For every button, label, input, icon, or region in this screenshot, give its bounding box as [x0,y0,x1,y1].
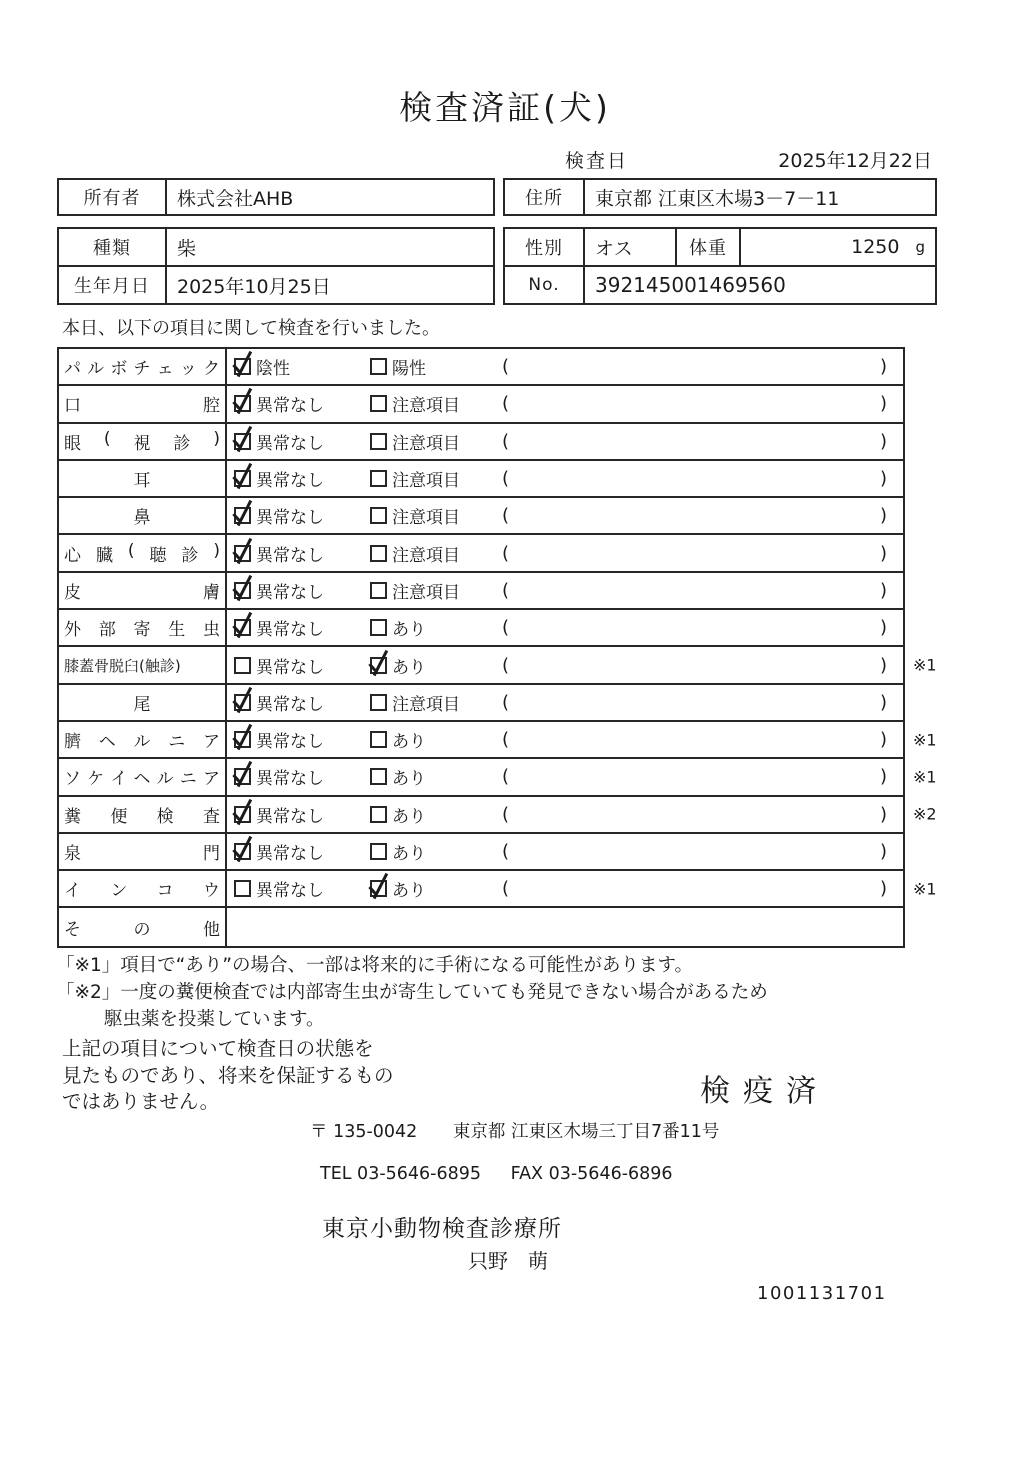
checkbox-icon [370,545,387,562]
clinic-tel: TEL 03-5646-6895 [320,1164,482,1184]
checkbox-checked-icon [370,657,387,674]
row-label: 心 臓 ( 聴 診 ) [59,535,227,570]
row-content [227,685,903,720]
option-normal [234,727,370,752]
remark-paren-open: ( [502,468,510,490]
checkbox-checked-icon [234,507,251,524]
address-label: 住所 [505,180,585,214]
option-normal [234,429,370,454]
row-label: 皮 膚 [59,573,227,608]
checkbox-checked-icon [234,731,251,748]
option-label: あり [392,620,426,641]
remark-paren-open: ( [502,841,510,862]
option-label: 異常なし [256,844,324,864]
disclaimer-text [62,1036,394,1116]
option-attention [370,391,502,416]
row-content [227,647,903,682]
option-present [370,839,502,864]
checkbox-icon [370,507,387,524]
row-label: 泉 門 [59,834,227,869]
remark-paren-open: ( [502,505,510,527]
checklist-row-other [59,908,903,945]
option-label: 注意項目 [392,508,460,529]
row-label: 臍 ヘ ル ニ ア [59,722,227,757]
remark-paren-close: ) [879,654,887,676]
remark-paren-close: ) [879,393,887,415]
checklist-row-heart [59,535,903,572]
row-footnote-mark: ※1 [913,655,937,675]
option-attention [370,466,502,491]
row-content [227,424,903,459]
document-number: 1001131701 [757,1283,887,1304]
address-box [503,178,937,216]
option-label: 異常なし [256,881,324,902]
remark-paren-close: ) [879,803,887,825]
weight-label: 体重 [677,229,741,265]
option-label: あり [392,657,426,678]
row-label: 口 腔 [59,386,227,421]
breed-label: 種類 [59,229,167,265]
checklist-row-ears [59,461,903,498]
checklist-row-eyes [59,424,903,461]
checkbox-icon [370,395,387,412]
inspection-date-label: 検査日 [565,150,629,172]
row-content [227,797,903,832]
inspection-date-value: 2025年12月22日 [778,150,932,172]
checkbox-icon [234,657,251,674]
option-label: 陰性 [256,359,290,380]
checklist-table [57,347,937,948]
row-label: 眼 ( 視 診 ) [59,424,227,459]
checkbox-checked-icon [234,843,251,860]
row-footnote-mark: ※2 [913,804,937,824]
footnote-2-continued: 駆虫薬を投薬しています。 [104,1009,325,1030]
option-positive [370,354,502,379]
row-label: イ ン コ ウ [59,871,227,906]
option-normal [234,690,370,715]
checkbox-checked-icon [234,582,251,599]
row-content [227,871,903,906]
remark-paren-open: ( [502,617,510,639]
row-label: パ ル ボ チ ェ ッ ク [59,349,227,384]
checkbox-icon [370,470,387,487]
row-content [227,535,903,570]
option-label: 注意項目 [392,694,460,715]
disclaimer-line: 見たものであり、将来を保証するもの [62,1063,394,1087]
option-label: あり [392,732,426,753]
option-label: あり [392,806,426,827]
option-label: 注意項目 [392,433,460,454]
checklist-row-nose [59,498,903,535]
option-normal [234,391,370,416]
option-attention [370,541,502,566]
birth-value: 2025年10月25日 [177,275,331,298]
option-normal [234,653,370,678]
option-normal [234,541,370,566]
checkbox-icon [370,582,387,599]
option-present [370,876,502,901]
row-label: 糞 便 検 査 [59,797,227,832]
no-label: No. [505,267,585,303]
option-label: 注意項目 [392,545,460,566]
option-label: 陽性 [392,359,426,380]
remark-paren-close: ) [879,579,887,601]
checkbox-checked-icon [234,395,251,412]
row-content [227,610,903,645]
owner-value: 株式会社AHB [177,187,294,210]
checkbox-icon [370,694,387,711]
sex-value: オス [585,229,677,265]
option-normal [234,578,370,603]
option-label: 注意項目 [392,471,460,492]
owner-label: 所有者 [59,180,167,214]
option-label: 異常なし [256,545,324,566]
remark-paren-close: ) [879,729,887,751]
footnotes [56,952,768,1033]
checkbox-checked-icon [234,545,251,562]
row-label: ソ ケ イ ヘ ル ニ ア [59,759,227,794]
option-present [370,802,502,827]
option-attention [370,578,502,603]
option-label: あり [392,881,426,902]
option-label: 異常なし [256,694,324,715]
footnote-2: 「※2」一度の糞便検査では内部寄生虫が寄生していても発見できない場合があるため [56,982,768,1003]
clinic-address: 東京都 江東区木場三丁目7番11号 [452,1122,720,1142]
checkbox-checked-icon [234,768,251,785]
address-value: 東京都 江東区木場3－7－11 [595,187,840,210]
remark-paren-close: ) [879,356,887,378]
option-negative [234,354,370,379]
option-label: 異常なし [256,769,324,790]
option-label: あり [392,844,426,864]
checkbox-checked-icon [234,619,251,636]
remark-paren-open: ( [502,356,510,378]
sex-label: 性別 [505,229,585,265]
row-content [227,722,903,757]
remark-paren-close: ) [879,766,887,788]
option-normal [234,615,370,640]
checklist-row-umbilical-hernia [59,722,937,759]
remark-paren-close: ) [879,841,887,862]
row-label: 鼻 [59,498,227,533]
row-label: 耳 [59,461,227,496]
remark-paren-open: ( [502,393,510,415]
no-value: 392145001469560 [595,273,786,297]
row-content [227,349,903,384]
remark-paren-open: ( [502,691,510,713]
option-label: あり [392,769,426,790]
animal-right-box [503,227,937,305]
signer-name: 只野 萌 [468,1249,548,1273]
weight-unit: g [915,238,925,256]
remark-paren-open: ( [502,878,510,900]
checkbox-checked-icon [234,694,251,711]
checkbox-icon [370,358,387,375]
row-footnote-mark: ※1 [913,730,937,750]
checkbox-icon [370,433,387,450]
postal-code: 〒 135-0042 [310,1122,418,1142]
row-content [227,498,903,533]
weight-value: 1250 [851,236,900,258]
remark-paren-close: ) [879,430,887,452]
checkbox-checked-icon [234,806,251,823]
remark-paren-open: ( [502,654,510,676]
checkbox-icon [234,880,251,897]
row-label: 膝蓋骨脱臼(触診) [59,647,227,682]
option-label: 注意項目 [392,582,460,603]
row-content [227,386,903,421]
checklist-row-skin [59,573,903,610]
checkbox-icon [370,843,387,860]
disclaimer-line: ではありません。 [62,1090,220,1113]
option-normal [234,764,370,789]
option-label: 異常なし [256,471,324,492]
quarantine-stamp: 検疫済 [700,1074,829,1109]
row-content-empty [227,908,903,945]
option-present [370,764,502,789]
remark-paren-close: ) [879,691,887,713]
row-label: 外 部 寄 生 虫 [59,610,227,645]
remark-paren-open: ( [502,542,510,564]
option-label: 異常なし [256,806,324,827]
option-label: 異常なし [256,508,324,529]
weight-cell [741,229,935,265]
remark-paren-open: ( [502,803,510,825]
option-label: 異常なし [256,657,324,678]
clinic-fax: FAX 03-5646-6896 [510,1164,673,1184]
option-label: 異常なし [256,582,324,603]
disclaimer-line: 上記の項目について検査日の状態を [62,1037,374,1060]
footnote-1: 「※1」項目で“あり”の場合、一部は将来的に手術になる可能性があります。 [56,955,693,976]
remark-paren-open: ( [502,430,510,452]
row-footnote-mark: ※1 [913,879,937,899]
checkbox-checked-icon [370,880,387,897]
remark-paren-close: ) [879,542,887,564]
checklist-row-inkou [59,871,937,908]
checkbox-checked-icon [234,358,251,375]
birth-label: 生年月日 [59,267,167,303]
option-normal [234,503,370,528]
row-footnote-mark: ※1 [913,767,937,787]
remark-paren-open: ( [502,729,510,751]
option-label: 異常なし [256,620,324,641]
row-content [227,759,903,794]
animal-left-box [57,227,495,305]
checklist-row-tail [59,685,903,722]
checkbox-icon [370,806,387,823]
option-label: 注意項目 [392,396,460,417]
remark-paren-close: ) [879,617,887,639]
row-content [227,573,903,608]
remark-paren-open: ( [502,766,510,788]
row-content [227,461,903,496]
checklist-row-inguinal-hernia [59,759,937,796]
checkbox-icon [370,731,387,748]
remark-paren-close: ) [879,505,887,527]
checkbox-checked-icon [234,470,251,487]
clinic-name: 東京小動物検査診療所 [322,1216,562,1242]
clinic-tel-line [320,1164,673,1184]
checklist-row-parvo [59,349,903,386]
remark-paren-open: ( [502,579,510,601]
option-label: 異常なし [256,732,324,753]
option-normal [234,802,370,827]
page-title: 検査済証(犬) [399,88,611,127]
option-attention [370,503,502,528]
option-normal [234,466,370,491]
option-present [370,727,502,752]
row-label: 尾 [59,685,227,720]
option-normal [234,876,370,901]
intro-sentence: 本日、以下の項目に関して検査を行いました。 [62,318,440,339]
remark-paren-close: ) [879,878,887,900]
option-attention [370,690,502,715]
option-present [370,615,502,640]
checklist-row-patella [59,647,937,684]
clinic-postal-line [310,1118,719,1143]
checklist-row-fontanelle [59,834,903,871]
row-label: そ の 他 [59,908,227,945]
option-label: 異常なし [256,433,324,454]
option-normal [234,839,370,864]
checkbox-icon [370,619,387,636]
checklist-row-external-parasites [59,610,903,647]
option-attention [370,429,502,454]
option-label: 異常なし [256,396,324,417]
row-content [227,834,903,869]
checkbox-checked-icon [234,433,251,450]
checklist-row-mouth [59,386,903,423]
checklist-row-fecal-exam [59,797,937,834]
option-present [370,653,502,678]
breed-value: 柴 [177,237,197,260]
checkbox-icon [370,768,387,785]
owner-box [57,178,495,216]
remark-paren-close: ) [879,468,887,490]
